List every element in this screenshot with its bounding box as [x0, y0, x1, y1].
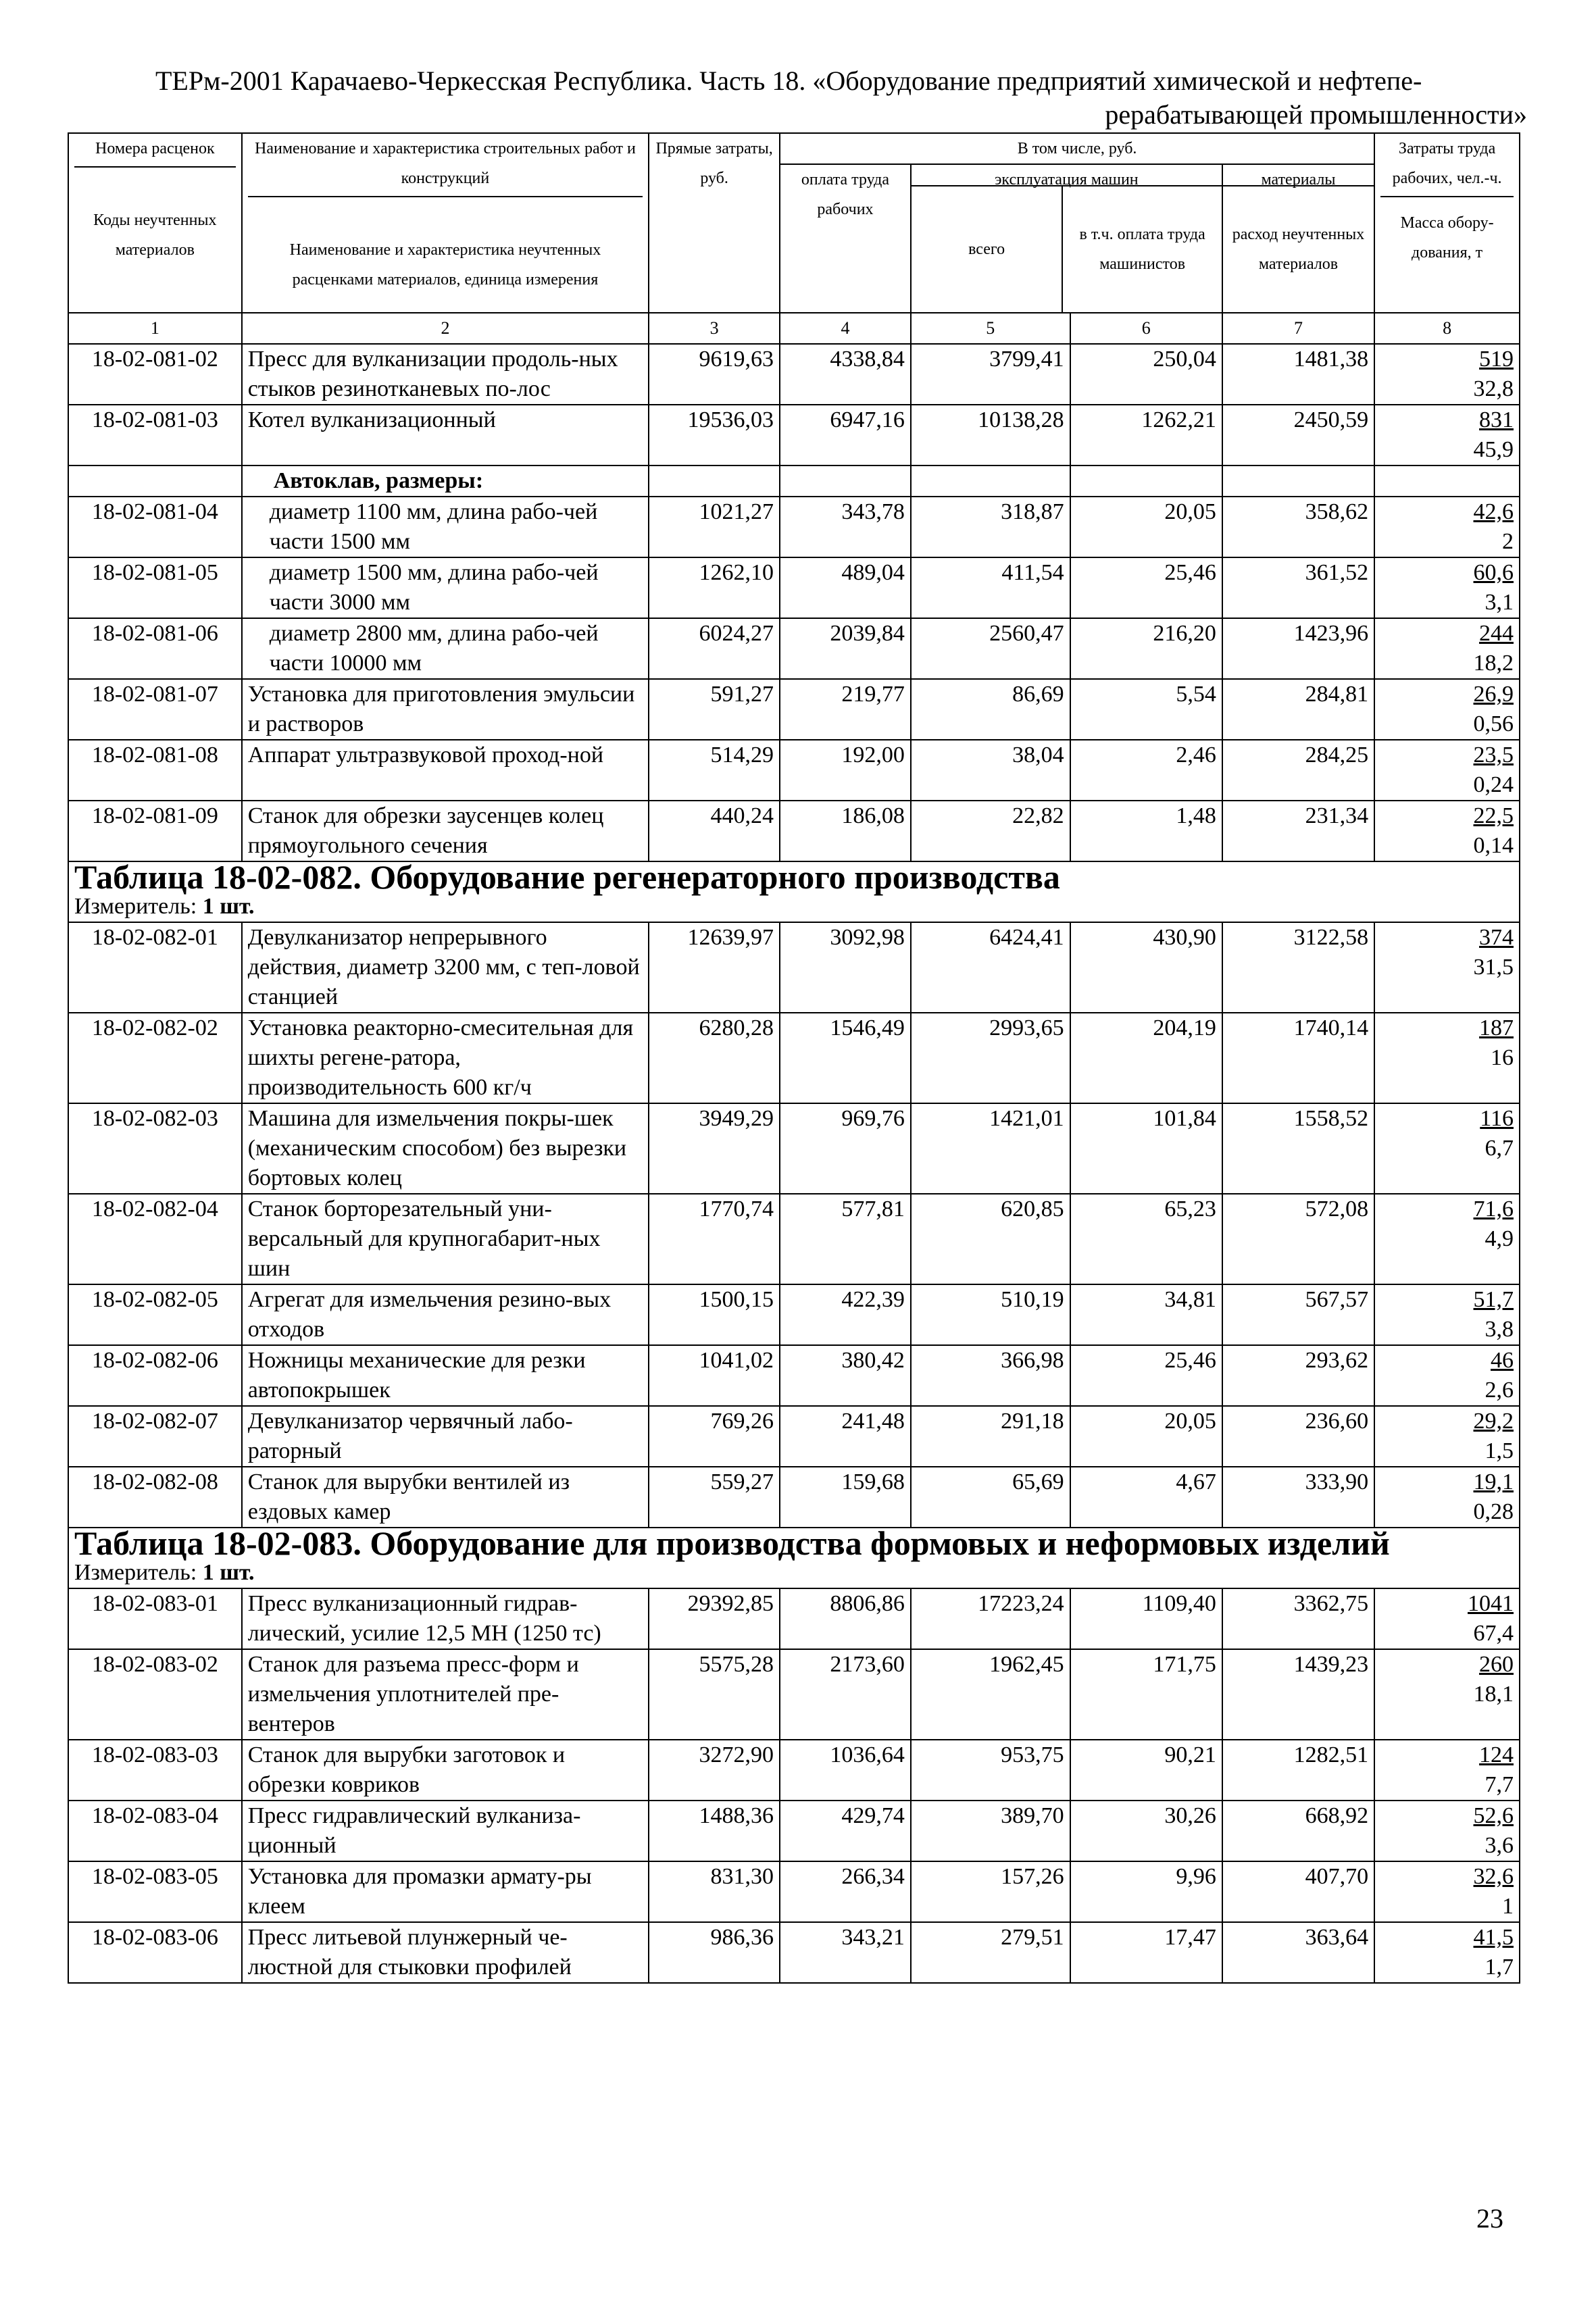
- direct-costs: 1488,36: [649, 1801, 780, 1861]
- rate-name: Станок для вырубки вентилей из ездовых камер: [242, 1467, 649, 1528]
- operators-pay: 216,20: [1070, 618, 1222, 679]
- rate-name: Установка реакторно-смесительная для шихты регене-ратора, производительность 600 кг/ч: [242, 1013, 649, 1103]
- table-row: [68, 1406, 1520, 1467]
- operators-pay: 1109,40: [1070, 1588, 1222, 1649]
- direct-costs: 3272,90: [649, 1740, 780, 1801]
- direct-costs: 19536,03: [649, 405, 780, 466]
- rate-code: 18-02-081-08: [68, 740, 242, 801]
- materials-cost: 333,90: [1222, 1467, 1374, 1528]
- direct-costs: 1770,74: [649, 1194, 780, 1284]
- table-row: [68, 1922, 1520, 1983]
- operators-pay: 9,96: [1070, 1861, 1222, 1922]
- operators-pay: 25,46: [1070, 557, 1222, 618]
- table-082-meter-label: Измеритель:: [74, 894, 197, 919]
- machines-total: 953,75: [911, 1740, 1070, 1801]
- table-row: [68, 557, 1520, 618]
- rate-code: 18-02-082-04: [68, 1194, 242, 1284]
- table-row: [68, 344, 1520, 405]
- page-number: 23: [1476, 2203, 1503, 2234]
- section-081-autoclave-rows: [68, 497, 1520, 679]
- rate-code: 18-02-083-05: [68, 1861, 242, 1922]
- subgroup-title-autoclave: Автоклав, размеры:: [273, 468, 484, 493]
- rate-name: Станок для разъема пресс-форм и измельчения уплотнителей пре-вентеров: [242, 1649, 649, 1740]
- equipment-mass: 0,24: [1473, 772, 1514, 797]
- materials-cost: 1439,23: [1222, 1649, 1374, 1740]
- operators-pay: 25,46: [1070, 1345, 1222, 1406]
- direct-costs: 12639,97: [649, 922, 780, 1013]
- rate-name: Пресс гидравлический вулканиза-ционный: [242, 1801, 649, 1861]
- rate-code: 18-02-082-05: [68, 1284, 242, 1345]
- machines-total: 6424,41: [911, 922, 1070, 1013]
- materials-cost: 567,57: [1222, 1284, 1374, 1345]
- rate-code: 18-02-082-03: [68, 1103, 242, 1194]
- machines-total: 1962,45: [911, 1649, 1070, 1740]
- col-header-direct-costs: Прямые затраты, руб.: [649, 133, 780, 313]
- machines-total: 291,18: [911, 1406, 1070, 1467]
- labor-hours: 51,7: [1473, 1287, 1514, 1312]
- table-row: [68, 1588, 1520, 1649]
- machines-total: 2993,65: [911, 1013, 1070, 1103]
- materials-cost: 2450,59: [1222, 405, 1374, 466]
- equipment-mass: 0,56: [1473, 711, 1514, 736]
- labor-hours-and-mass: [1374, 1922, 1520, 1983]
- materials-cost: 231,34: [1222, 801, 1374, 861]
- col-header-labor-hours: Затраты труда рабочих, чел.-ч.: [1380, 134, 1514, 197]
- labor-hours-and-mass: [1374, 557, 1520, 618]
- labor-pay: 1546,49: [780, 1013, 911, 1103]
- table-row: [68, 618, 1520, 679]
- labor-pay: 6947,16: [780, 405, 911, 466]
- labor-hours-and-mass: [1374, 618, 1520, 679]
- labor-pay: 8806,86: [780, 1588, 911, 1649]
- section-081-rows-2: [68, 679, 1520, 861]
- rate-name: диаметр 1500 мм, длина рабо-чей части 3000 мм: [242, 557, 649, 618]
- labor-hours-and-mass: [1374, 1467, 1520, 1528]
- equipment-mass: 2,6: [1485, 1378, 1514, 1403]
- col-header-unaccounted-materials: расход неучтенных материалов: [1232, 226, 1365, 273]
- direct-costs: 1500,15: [649, 1284, 780, 1345]
- table-row: [68, 1801, 1520, 1861]
- rate-code: 18-02-083-03: [68, 1740, 242, 1801]
- table-row: [68, 497, 1520, 557]
- operators-pay: 250,04: [1070, 344, 1222, 405]
- machines-total: 157,26: [911, 1861, 1070, 1922]
- materials-cost: 293,62: [1222, 1345, 1374, 1406]
- rate-code: 18-02-081-06: [68, 618, 242, 679]
- operators-pay: 2,46: [1070, 740, 1222, 801]
- rate-name: Ножницы механические для резки автопокрышек: [242, 1345, 649, 1406]
- machines-total: 279,51: [911, 1922, 1070, 1983]
- col-header-including: В том числе, руб.: [780, 133, 1374, 164]
- labor-hours-and-mass: [1374, 405, 1520, 466]
- labor-hours-and-mass: [1374, 922, 1520, 1013]
- labor-hours: 29,2: [1473, 1409, 1514, 1434]
- rate-name: Котел вулканизационный: [242, 405, 649, 466]
- labor-pay: 186,08: [780, 801, 911, 861]
- equipment-mass: 0,28: [1473, 1499, 1514, 1524]
- table-083-meter-value: 1 шт.: [202, 1560, 255, 1585]
- machines-total: 510,19: [911, 1284, 1070, 1345]
- table-083-meter-label: Измеритель:: [74, 1560, 197, 1585]
- materials-cost: 668,92: [1222, 1801, 1374, 1861]
- rate-name: Пресс для вулканизации продоль-ных стыков резинотканевых по-лос: [242, 344, 649, 405]
- labor-pay: 159,68: [780, 1467, 911, 1528]
- labor-hours-and-mass: [1374, 1194, 1520, 1284]
- labor-hours: 23,5: [1473, 743, 1514, 768]
- table-row: [68, 1861, 1520, 1922]
- labor-hours-and-mass: [1374, 1103, 1520, 1194]
- equipment-mass: 67,4: [1473, 1621, 1514, 1646]
- rate-name: Станок для обрезки заусенцев колец прямоугольного сечения: [242, 801, 649, 861]
- machines-total: 620,85: [911, 1194, 1070, 1284]
- operators-pay: 204,19: [1070, 1013, 1222, 1103]
- rate-code: 18-02-081-03: [68, 405, 242, 466]
- materials-cost: 3362,75: [1222, 1588, 1374, 1649]
- operators-pay: 101,84: [1070, 1103, 1222, 1194]
- equipment-mass: 2: [1502, 529, 1514, 554]
- rate-code: 18-02-082-01: [68, 922, 242, 1013]
- labor-hours: 22,5: [1473, 803, 1514, 828]
- rate-name: Машина для измельчения покры-шек (механическим способом) без вырезки бортовых колец: [242, 1103, 649, 1194]
- rate-name: Пресс литьевой плунжерный че-люстной для стыковки профилей: [242, 1922, 649, 1983]
- rate-code: 18-02-082-07: [68, 1406, 242, 1467]
- rate-code: 18-02-082-02: [68, 1013, 242, 1103]
- table-row: [68, 740, 1520, 801]
- table-row: [68, 922, 1520, 1013]
- rate-code: 18-02-083-02: [68, 1649, 242, 1740]
- col-header-machines-group: эксплуатация машин: [912, 165, 1222, 186]
- materials-cost: 1423,96: [1222, 618, 1374, 679]
- table-row: [68, 1013, 1520, 1103]
- materials-cost: 284,81: [1222, 679, 1374, 740]
- machines-total: 366,98: [911, 1345, 1070, 1406]
- labor-hours: 116: [1480, 1106, 1514, 1131]
- table-row: [68, 1740, 1520, 1801]
- machines-total: 10138,28: [911, 405, 1070, 466]
- labor-pay: 2039,84: [780, 618, 911, 679]
- machines-total: 1421,01: [911, 1103, 1070, 1194]
- materials-cost: 358,62: [1222, 497, 1374, 557]
- rate-name: диаметр 1100 мм, длина рабо-чей части 1500 мм: [242, 497, 649, 557]
- rate-name: Станок борторезательный уни-версальный для крупногабарит-ных шин: [242, 1194, 649, 1284]
- materials-cost: 572,08: [1222, 1194, 1374, 1284]
- rate-code: 18-02-081-04: [68, 497, 242, 557]
- labor-hours: 41,5: [1473, 1925, 1514, 1950]
- operators-pay: 5,54: [1070, 679, 1222, 740]
- col-header-material-codes: Коды неучтенных материалов: [93, 211, 217, 259]
- equipment-mass: 3,1: [1485, 590, 1514, 615]
- rate-name: Установка для промазки армату-ры клеем: [242, 1861, 649, 1922]
- labor-hours-and-mass: [1374, 801, 1520, 861]
- labor-hours-and-mass: [1374, 1013, 1520, 1103]
- direct-costs: 591,27: [649, 679, 780, 740]
- equipment-mass: 7,7: [1485, 1772, 1514, 1797]
- labor-hours: 124: [1479, 1742, 1514, 1767]
- document-header-line1: ТЕРм-2001 Карачаево-Черкесская Республика. Часть 18. «Оборудование предприятий химической и нефтепе-: [155, 66, 1422, 96]
- col-header-mass: Масса обору-дования, т: [1400, 214, 1494, 261]
- labor-hours-and-mass: [1374, 679, 1520, 740]
- labor-hours-and-mass: [1374, 1740, 1520, 1801]
- rate-name: Аппарат ультразвуковой проход-ной: [242, 740, 649, 801]
- rate-name: Станок для вырубки заготовок и обрезки ковриков: [242, 1740, 649, 1801]
- labor-hours: 60,6: [1473, 560, 1514, 585]
- direct-costs: 986,36: [649, 1922, 780, 1983]
- labor-hours-and-mass: [1374, 497, 1520, 557]
- operators-pay: 34,81: [1070, 1284, 1222, 1345]
- col-header-labor-pay: оплата труда рабочих: [780, 164, 911, 313]
- table-082-meter-value: 1 шт.: [202, 894, 255, 919]
- table-083-title: Таблица 18-02-083. Оборудование для производства формовых и неформовых изделий: [68, 1528, 1520, 1558]
- operators-pay: 1,48: [1070, 801, 1222, 861]
- labor-pay: 343,78: [780, 497, 911, 557]
- machines-total: 17223,24: [911, 1588, 1070, 1649]
- equipment-mass: 16: [1491, 1045, 1514, 1070]
- labor-pay: 219,77: [780, 679, 911, 740]
- labor-pay: 429,74: [780, 1801, 911, 1861]
- labor-hours: 187: [1479, 1015, 1514, 1040]
- labor-hours: 260: [1479, 1652, 1514, 1677]
- rate-code: 18-02-081-05: [68, 557, 242, 618]
- operators-pay: 20,05: [1070, 497, 1222, 557]
- rate-name: Девулканизатор червячный лабо-раторный: [242, 1406, 649, 1467]
- rate-name: Установка для приготовления эмульсии и растворов: [242, 679, 649, 740]
- labor-pay: 3092,98: [780, 922, 911, 1013]
- table-row: [68, 1649, 1520, 1740]
- labor-hours: 42,6: [1473, 499, 1514, 524]
- col-header-machines-total: всего: [912, 186, 1064, 312]
- labor-pay: 4338,84: [780, 344, 911, 405]
- column-numbers-row: 1 2 3 4 5 6 7 8: [68, 313, 1520, 344]
- direct-costs: 5575,28: [649, 1649, 780, 1740]
- rate-code: 18-02-082-08: [68, 1467, 242, 1528]
- labor-pay: 1036,64: [780, 1740, 911, 1801]
- labor-hours-and-mass: [1374, 740, 1520, 801]
- labor-pay: 2173,60: [780, 1649, 911, 1740]
- equipment-mass: 1,5: [1485, 1438, 1514, 1463]
- labor-hours: 46: [1491, 1348, 1514, 1373]
- rate-code: 18-02-081-07: [68, 679, 242, 740]
- labor-pay: 422,39: [780, 1284, 911, 1345]
- col-header-work-name: Наименование и характеристика строительных работ и конструкций: [248, 134, 643, 197]
- labor-hours-and-mass: [1374, 1649, 1520, 1740]
- labor-hours-and-mass: [1374, 1406, 1520, 1467]
- machines-total: 318,87: [911, 497, 1070, 557]
- equipment-mass: 4,9: [1485, 1226, 1514, 1251]
- direct-costs: 514,29: [649, 740, 780, 801]
- materials-cost: 1282,51: [1222, 1740, 1374, 1801]
- machines-total: 2560,47: [911, 618, 1070, 679]
- labor-hours: 26,9: [1473, 682, 1514, 707]
- section-081-rows: [68, 344, 1520, 466]
- labor-hours: 374: [1479, 925, 1514, 950]
- col-header-operators-pay: в т.ч. оплата труда машинистов: [1079, 226, 1205, 273]
- labor-pay: 241,48: [780, 1406, 911, 1467]
- direct-costs: 559,27: [649, 1467, 780, 1528]
- materials-cost: 1558,52: [1222, 1103, 1374, 1194]
- rate-code: 18-02-083-04: [68, 1801, 242, 1861]
- operators-pay: 4,67: [1070, 1467, 1222, 1528]
- rate-name: Девулканизатор непрерывного действия, диаметр 3200 мм, с теп-ловой станцией: [242, 922, 649, 1013]
- materials-cost: 407,70: [1222, 1861, 1374, 1922]
- machines-total: 65,69: [911, 1467, 1070, 1528]
- rate-name: Агрегат для измельчения резино-вых отходов: [242, 1284, 649, 1345]
- labor-hours: 831: [1479, 407, 1514, 432]
- labor-hours: 519: [1479, 347, 1514, 372]
- direct-costs: 440,24: [649, 801, 780, 861]
- labor-hours-and-mass: [1374, 1345, 1520, 1406]
- direct-costs: 29392,85: [649, 1588, 780, 1649]
- equipment-mass: 0,14: [1473, 833, 1514, 858]
- labor-pay: 192,00: [780, 740, 911, 801]
- labor-pay: 380,42: [780, 1345, 911, 1406]
- rate-name: диаметр 2800 мм, длина рабо-чей части 10000 мм: [242, 618, 649, 679]
- equipment-mass: 45,9: [1473, 437, 1514, 462]
- direct-costs: 3949,29: [649, 1103, 780, 1194]
- table-row: [68, 1467, 1520, 1528]
- labor-hours-and-mass: [1374, 344, 1520, 405]
- labor-pay: 343,21: [780, 1922, 911, 1983]
- direct-costs: 9619,63: [649, 344, 780, 405]
- labor-hours-and-mass: [1374, 1588, 1520, 1649]
- materials-cost: 361,52: [1222, 557, 1374, 618]
- table-row: [68, 1194, 1520, 1284]
- equipment-mass: 32,8: [1473, 376, 1514, 401]
- materials-cost: 3122,58: [1222, 922, 1374, 1013]
- direct-costs: 1262,10: [649, 557, 780, 618]
- materials-cost: 284,25: [1222, 740, 1374, 801]
- operators-pay: 20,05: [1070, 1406, 1222, 1467]
- labor-hours: 52,6: [1473, 1803, 1514, 1828]
- rate-name: Пресс вулканизационный гидрав-лический, усилие 12,5 МН (1250 тс): [242, 1588, 649, 1649]
- labor-hours-and-mass: [1374, 1801, 1520, 1861]
- machines-total: 3799,41: [911, 344, 1070, 405]
- rate-code: 18-02-083-01: [68, 1588, 242, 1649]
- materials-cost: 1740,14: [1222, 1013, 1374, 1103]
- table-row: [68, 1103, 1520, 1194]
- labor-hours: 19,1: [1473, 1469, 1514, 1494]
- table-row: [68, 405, 1520, 466]
- equipment-mass: 1,7: [1485, 1955, 1514, 1980]
- labor-hours-and-mass: [1374, 1284, 1520, 1345]
- machines-total: 86,69: [911, 679, 1070, 740]
- labor-pay: 969,76: [780, 1103, 911, 1194]
- equipment-mass: 31,5: [1473, 955, 1514, 980]
- labor-pay: 577,81: [780, 1194, 911, 1284]
- operators-pay: 1262,21: [1070, 405, 1222, 466]
- table-083-rows: [68, 1588, 1520, 1983]
- col-header-rate-numbers: Номера расценок: [74, 134, 236, 168]
- equipment-mass: 18,1: [1473, 1682, 1514, 1707]
- operators-pay: 171,75: [1070, 1649, 1222, 1740]
- materials-cost: 1481,38: [1222, 344, 1374, 405]
- machines-total: 22,82: [911, 801, 1070, 861]
- operators-pay: 430,90: [1070, 922, 1222, 1013]
- operators-pay: 65,23: [1070, 1194, 1222, 1284]
- table-row: [68, 1345, 1520, 1406]
- direct-costs: 1041,02: [649, 1345, 780, 1406]
- equipment-mass: 3,8: [1485, 1317, 1514, 1342]
- machines-total: 411,54: [911, 557, 1070, 618]
- rates-table: [68, 132, 1520, 1984]
- table-row: [68, 801, 1520, 861]
- direct-costs: 769,26: [649, 1406, 780, 1467]
- direct-costs: 6280,28: [649, 1013, 780, 1103]
- col-header-materials-group: материалы: [1223, 165, 1374, 186]
- labor-hours: 32,6: [1473, 1864, 1514, 1889]
- table-row: [68, 679, 1520, 740]
- labor-hours: 71,6: [1473, 1197, 1514, 1222]
- direct-costs: 831,30: [649, 1861, 780, 1922]
- rate-code: 18-02-083-06: [68, 1922, 242, 1983]
- rate-code: 18-02-082-06: [68, 1345, 242, 1406]
- materials-cost: 363,64: [1222, 1922, 1374, 1983]
- equipment-mass: 1: [1502, 1894, 1514, 1919]
- document-header-line2: рерабатывающей промышленности»: [1105, 99, 1527, 130]
- labor-pay: 489,04: [780, 557, 911, 618]
- equipment-mass: 6,7: [1485, 1136, 1514, 1161]
- labor-hours: 1041: [1468, 1591, 1514, 1616]
- materials-cost: 236,60: [1222, 1406, 1374, 1467]
- table-082-title: Таблица 18-02-082. Оборудование регенераторного производства: [68, 861, 1520, 892]
- table-row: [68, 1284, 1520, 1345]
- direct-costs: 1021,27: [649, 497, 780, 557]
- direct-costs: 6024,27: [649, 618, 780, 679]
- rate-code: 18-02-081-09: [68, 801, 242, 861]
- rate-code: 18-02-081-02: [68, 344, 242, 405]
- table-082-rows: [68, 922, 1520, 1528]
- machines-total: 389,70: [911, 1801, 1070, 1861]
- labor-hours-and-mass: [1374, 1861, 1520, 1922]
- col-header-material-name: Наименование и характеристика неучтенных расценками материалов, единица измерения: [289, 241, 601, 288]
- machines-total: 38,04: [911, 740, 1070, 801]
- labor-hours: 244: [1479, 621, 1514, 646]
- operators-pay: 30,26: [1070, 1801, 1222, 1861]
- operators-pay: 90,21: [1070, 1740, 1222, 1801]
- labor-pay: 266,34: [780, 1861, 911, 1922]
- equipment-mass: 18,2: [1473, 651, 1514, 676]
- operators-pay: 17,47: [1070, 1922, 1222, 1983]
- equipment-mass: 3,6: [1485, 1833, 1514, 1858]
